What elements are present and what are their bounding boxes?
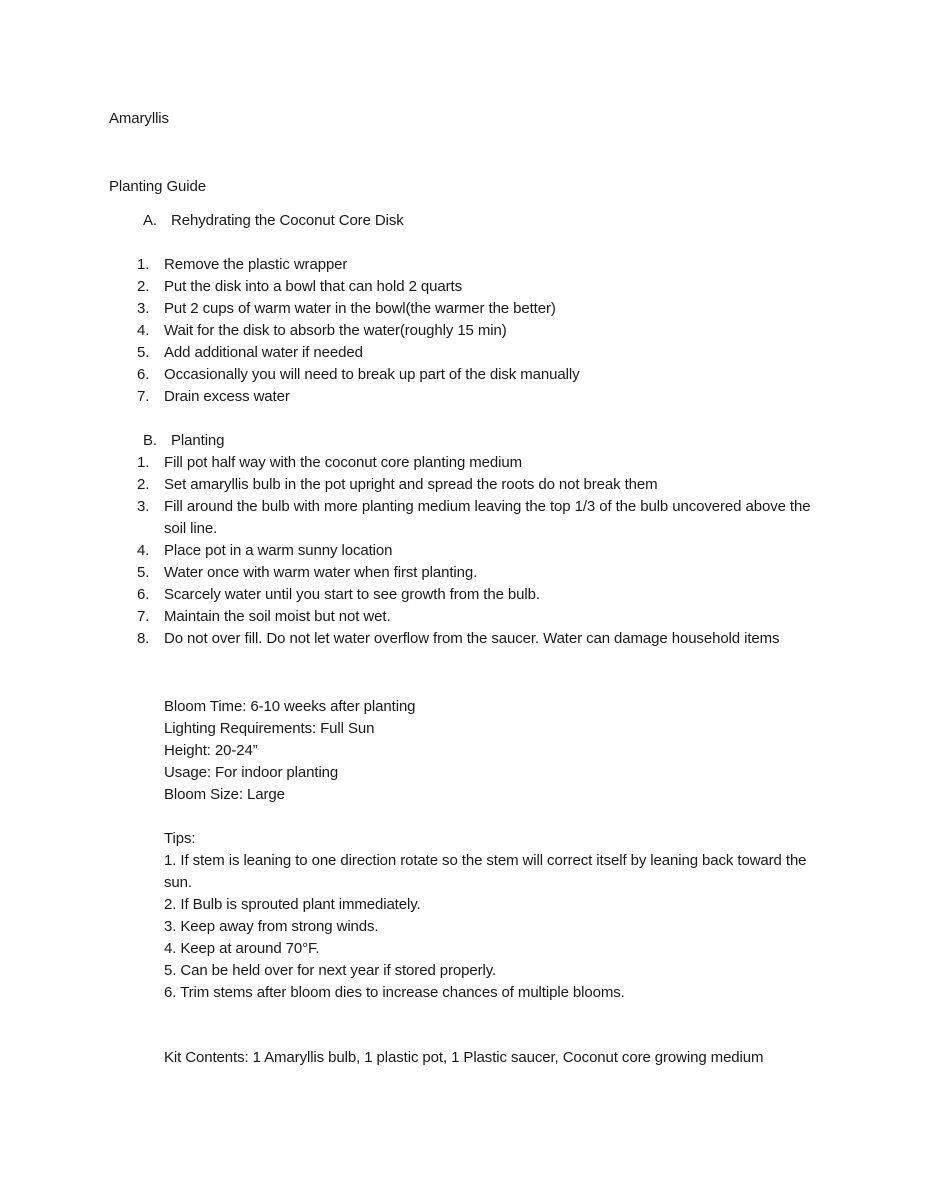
detail-lighting: Lighting Requirements: Full Sun — [164, 720, 375, 737]
list-item — [109, 628, 822, 650]
list-item-number: 1. — [137, 454, 150, 471]
tip-item: 5. Can be held over for next year if stored properly. — [164, 962, 497, 979]
list-item-number: 5. — [137, 344, 150, 361]
list-item — [109, 276, 822, 298]
list-item-text: Wait for the disk to absorb the water(roughly 15 min) — [164, 322, 507, 339]
list-item-number: 4. — [137, 542, 150, 559]
list-item-text: Drain excess water — [164, 388, 290, 405]
tip-item: 3. Keep away from strong winds. — [164, 918, 379, 935]
list-item-text: Put the disk into a bowl that can hold 2 quarts — [164, 278, 462, 295]
list-item-text: Fill pot half way with the coconut core planting medium — [164, 454, 523, 471]
list-item-number: 7. — [137, 608, 150, 625]
list-item-text: Water once with warm water when first planting. — [164, 564, 478, 581]
list-item-text: Place pot in a warm sunny location — [164, 542, 393, 559]
detail-usage: Usage: For indoor planting — [164, 764, 339, 781]
list-item-number: 1. — [137, 256, 150, 273]
list-item — [109, 254, 822, 276]
section-a-list — [109, 254, 822, 408]
detail-bloom-size: Bloom Size: Large — [164, 786, 285, 803]
list-item-number: 4. — [137, 322, 150, 339]
list-item-number: 3. — [137, 300, 150, 317]
list-item-text: Put 2 cups of warm water in the bowl(the warmer the better) — [164, 300, 556, 317]
doc-title: Amaryllis — [109, 110, 169, 127]
tips-heading: Tips: — [164, 830, 196, 847]
tip-item: 1. If stem is leaning to one direction rotate so the stem will correct itself by leaning back toward the sun. — [164, 852, 807, 891]
list-item — [109, 320, 822, 342]
list-item — [109, 562, 822, 584]
list-item — [109, 606, 822, 628]
list-item — [109, 342, 822, 364]
list-item-number: 2. — [137, 278, 150, 295]
list-item — [109, 452, 822, 474]
list-item-number: 6. — [137, 366, 150, 383]
list-item — [109, 540, 822, 562]
list-item-text: Occasionally you will need to break up part of the disk manually — [164, 366, 580, 383]
section-a-letter: A. — [143, 212, 157, 229]
list-item-number: 6. — [137, 586, 150, 603]
list-item-text: Fill around the bulb with more planting medium leaving the top 1/3 of the bulb uncovered above the soil line. — [164, 498, 811, 537]
section-b-list — [109, 452, 822, 650]
tip-item: 4. Keep at around 70°F. — [164, 940, 320, 957]
list-item-text: Scarcely water until you start to see growth from the bulb. — [164, 586, 540, 603]
tip-item: 2. If Bulb is sprouted plant immediately. — [164, 896, 421, 913]
list-item-text: Set amaryllis bulb in the pot upright and spread the roots do not break them — [164, 476, 658, 493]
doc-subtitle: Planting Guide — [109, 178, 207, 195]
list-item-text: Maintain the soil moist but not wet. — [164, 608, 391, 625]
list-item — [109, 298, 822, 320]
kit-contents-line: Kit Contents: 1 Amaryllis bulb, 1 plastic pot, 1 Plastic saucer, Coconut core growing medium — [164, 1049, 764, 1066]
list-item — [109, 364, 822, 386]
section-a-heading — [109, 210, 822, 232]
section-b-heading-text: Planting — [171, 432, 225, 449]
list-item-number: 5. — [137, 564, 150, 581]
list-item-number: 8. — [137, 630, 150, 647]
list-item-text: Do not over fill. Do not let water overflow from the saucer. Water can damage household items — [164, 630, 780, 647]
list-item-text: Add additional water if needed — [164, 344, 363, 361]
tip-item: 6. Trim stems after bloom dies to increase chances of multiple blooms. — [164, 984, 625, 1001]
list-item-number: 3. — [137, 498, 150, 515]
list-item — [109, 584, 822, 606]
section-a-heading-text: Rehydrating the Coconut Core Disk — [171, 212, 404, 229]
section-b-heading — [109, 430, 822, 452]
list-item-text: Remove the plastic wrapper — [164, 256, 348, 273]
list-item-number: 2. — [137, 476, 150, 493]
list-item — [109, 496, 822, 540]
list-item — [109, 474, 822, 496]
plant-details — [164, 696, 816, 806]
list-item-number: 7. — [137, 388, 150, 405]
tips-section — [164, 828, 816, 1004]
list-item — [109, 386, 822, 408]
detail-height: Height: 20-24” — [164, 742, 258, 759]
section-b-letter: B. — [143, 432, 157, 449]
detail-bloom-time: Bloom Time: 6-10 weeks after planting — [164, 698, 416, 715]
